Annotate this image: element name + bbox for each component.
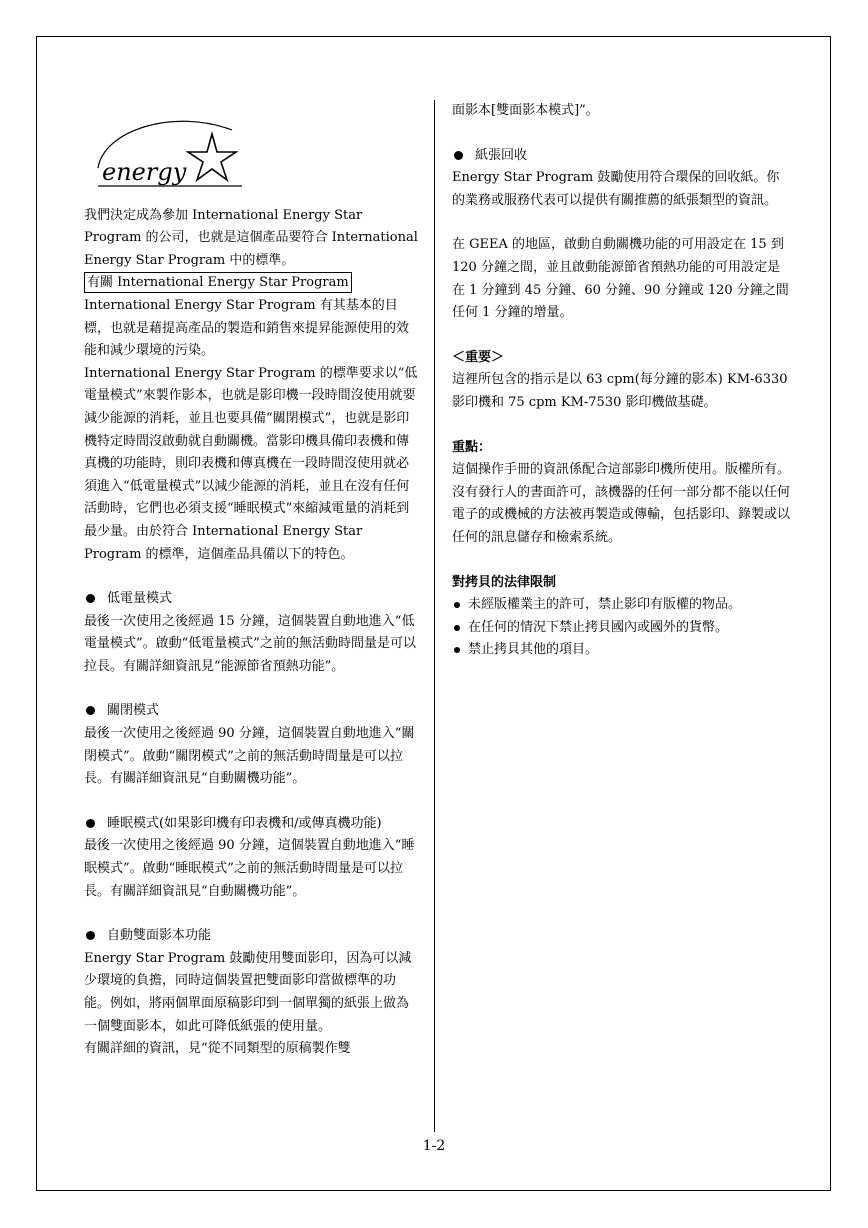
low-power-body: 最後一次使用之後經過 15 分鐘，這個裝置自動地進入“低電量模式”。啟動“低電量模式”之前的無活動時間量是可以拉長。有關詳細資訊見“能源節省預熱功能”。 — [84, 613, 416, 674]
bullet-icon — [86, 819, 95, 828]
column-divider — [434, 100, 435, 1132]
paper-recycling-heading: 紙張回收 — [452, 145, 792, 168]
continued-text: 面影本[雙面影本模式]”。 — [452, 103, 599, 118]
note-heading: 重點： — [452, 439, 492, 455]
sleep-mode-body: 最後一次使用之後經過 90 分鐘，這個裝置自動地進入“睡眠模式”。啟動“睡眠模式”之前的無活動時間量是可以拉長。有關詳細資訊見“自動關機功能”。 — [84, 838, 415, 899]
legal-item: 禁止拷貝其他的項目。 — [452, 639, 792, 662]
page-number: 1-2 — [422, 1138, 446, 1154]
program-goal-paragraph: International Energy Star Program 有其基本的目標，也就是藉提高產品的製造和銷售來提昇能源使用的效能和減少環境的污染。 — [84, 297, 410, 359]
geea-paragraph: 在 GEEA 的地區，啟動自動關機功能的可用設定在 15 到 120 分鐘之間，並且啟動能源節省預熱功能的可用設定是在 1 分鐘到 45 分鐘、60 分鐘、90 分鐘或 120 分鐘之間任何 1 分鐘的增量。 — [452, 237, 789, 321]
sleep-mode-heading: 睡眠模式(如果影印機有印表機和/或傳真機功能) — [84, 813, 420, 836]
note-body: 這個操作手冊的資訊係配合這部影印機所使用。版權所有。 沒有發行人的書面許可，該機器的任何一部分都不能以任何電子的或機械的方法被再製造或傳輸，包括影印、錄製或以任何的訊息儲存和檢索系統。 — [452, 462, 791, 545]
duplex-reference: 有關詳細的資訊，見“從不同類型的原稿製作雙 — [84, 1041, 351, 1057]
legal-item: 在任何的情況下禁止拷貝國內或國外的貨幣。 — [452, 617, 792, 640]
energy-star-logo — [84, 100, 244, 196]
boxed-heading: 有關 International Energy Star Program — [84, 272, 352, 293]
bullet-icon — [86, 706, 95, 715]
intro-paragraph: 我們決定成為參加 International Energy Star Program 的公司，也就是這個產品要符合 International Energy Star Program 中的標準。 — [84, 207, 418, 268]
bullet-icon — [454, 151, 463, 160]
off-mode-body: 最後一次使用之後經過 90 分鐘，這個裝置自動地進入“關閉模式”。啟動“關閉模式”之前的無活動時間量是可以拉長。有關詳細資訊見“自動關機功能”。 — [84, 726, 415, 787]
off-mode-heading: 關閉模式 — [84, 700, 420, 723]
legal-heading: 對拷貝的法律限制 — [452, 574, 557, 590]
legal-item: 未經版權業主的許可，禁止影印有版權的物品。 — [452, 594, 792, 617]
svg-text:energy: energy — [102, 158, 187, 186]
duplex-heading: 自動雙面影本功能 — [84, 925, 420, 948]
bullet-icon — [86, 594, 95, 603]
duplex-body: Energy Star Program 鼓勵使用雙面影印，因為可以減少環境的負擔，同時這個裝置把雙面影印當做標準的功能。例如，將兩個單面原稿影印到一個單獨的紙張上做為一個雙面影本，如此可降低紙張的使用量。 — [84, 950, 412, 1034]
bullet-icon — [454, 625, 460, 631]
important-heading: ＜重要＞ — [452, 349, 505, 365]
bullet-icon — [86, 931, 95, 940]
paper-recycling-body: Energy Star Program 鼓勵使用符合環保的回收紙。你的業務或服務代表可以提供有關推薦的紙張類型的資訊。 — [452, 170, 780, 208]
important-body: 這裡所包含的指示是以 63 cpm(每分鐘的影本) KM-6330 影印機和 75 cpm KM-7530 影印機做基礎。 — [452, 372, 788, 410]
program-standard-paragraph: International Energy Star Program 的標準要求以“低電量模式”來製作影本，也就是影印機一段時間沒使用就要減少能源的消耗，並且也要具備“關閉模式”，也就是影印機特定時間沒啟動就自動關機。當影印機具備印表機和傳真機的功能時，則印表機和傳真機在一段時間沒使用就必須進入“低電量模式”以減少能源的消耗，並且在沒有任何活動時，它們也必須支援“睡眠模式”來縮減電量的消耗到最少量。由於符合 International Energy Star Program 的標準，這個產品具備以下的特色。 — [84, 365, 418, 562]
right-column — [452, 100, 792, 662]
bullet-icon — [454, 602, 460, 608]
left-column — [84, 100, 420, 1061]
bullet-icon — [454, 647, 460, 653]
low-power-heading: 低電量模式 — [84, 588, 420, 611]
